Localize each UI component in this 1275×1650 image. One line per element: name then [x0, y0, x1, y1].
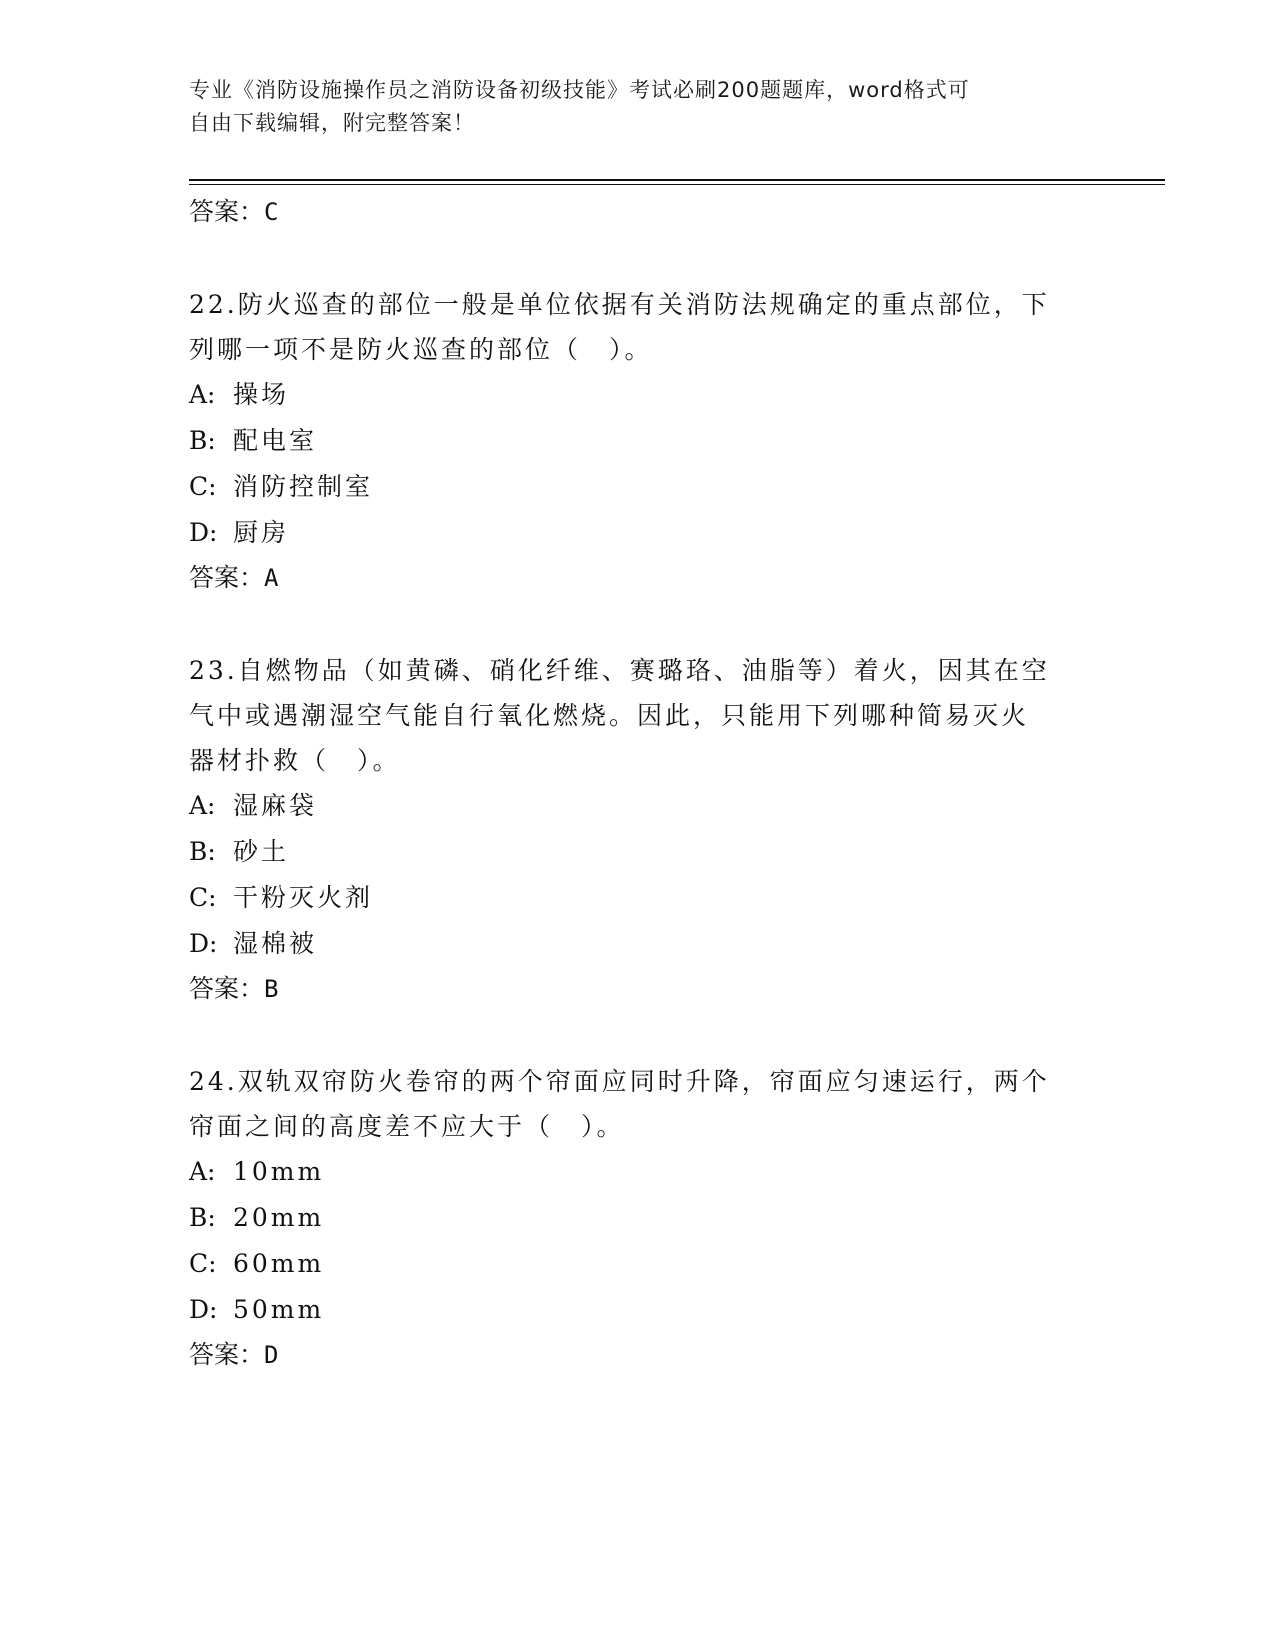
question-stem-line: 列哪一项不是防火巡查的部位（ ）。	[189, 335, 653, 364]
answer-line	[189, 190, 1089, 234]
question-stem	[189, 282, 1089, 372]
option-letter: A:	[189, 791, 216, 820]
question-stem	[189, 1059, 1089, 1149]
option-d	[189, 510, 1089, 556]
option-letter: A:	[189, 1157, 216, 1186]
answer-value: D	[264, 1341, 279, 1369]
option-letter: D:	[189, 518, 218, 547]
option-text: 20mm	[233, 1203, 325, 1232]
option-letter: D:	[189, 1295, 218, 1324]
answer-value: C	[264, 198, 279, 226]
question-item	[189, 648, 1089, 1011]
option-b	[189, 829, 1089, 875]
option-letter: D:	[189, 929, 218, 958]
answer-line	[189, 556, 1089, 600]
option-c	[189, 464, 1089, 510]
question-item	[189, 1059, 1089, 1377]
option-b	[189, 1195, 1089, 1241]
option-text: 干粉灭火剂	[233, 883, 374, 912]
option-text: 砂土	[233, 837, 290, 866]
option-text: 湿棉被	[233, 929, 318, 958]
option-text: 湿麻袋	[233, 791, 318, 820]
header-divider-thick	[189, 179, 1165, 181]
answer-label: 答案：	[189, 1340, 265, 1369]
answer-label: 答案：	[189, 563, 265, 592]
question-item	[189, 282, 1089, 600]
question-stem-line: 器材扑救（ ）。	[189, 746, 401, 775]
question-stem-line: 22.防火巡查的部位一般是单位依据有关消防法规确定的重点部位，下	[189, 290, 1050, 319]
option-text: 60mm	[233, 1249, 325, 1278]
option-b	[189, 418, 1089, 464]
option-text: 厨房	[233, 518, 290, 547]
option-letter: C:	[189, 883, 217, 912]
question-stem-line: 气中或遇潮湿空气能自行氧化燃烧。因此，只能用下列哪种简易灭火	[189, 701, 1030, 730]
option-a	[189, 372, 1089, 418]
question-stem	[189, 648, 1089, 783]
option-c	[189, 1241, 1089, 1287]
option-letter: B:	[189, 1203, 216, 1232]
question-list	[189, 190, 1089, 1377]
question-stem-line: 帘面之间的高度差不应大于（ ）。	[189, 1112, 625, 1141]
answer-label: 答案：	[189, 197, 265, 226]
answer-line	[189, 1333, 1089, 1377]
option-text: 操场	[233, 380, 290, 409]
option-letter: B:	[189, 837, 216, 866]
option-text: 消防控制室	[233, 472, 374, 501]
option-text: 10mm	[233, 1157, 325, 1186]
question-stem-line: 24.双轨双帘防火卷帘的两个帘面应同时升降，帘面应匀速运行，两个	[189, 1067, 1050, 1096]
option-a	[189, 783, 1089, 829]
option-letter: C:	[189, 1249, 217, 1278]
header-line-1: 专业《消防设施操作员之消防设备初级技能》考试必刷200题题库，word格式可	[189, 78, 970, 102]
option-c	[189, 875, 1089, 921]
page-header	[189, 74, 1089, 140]
header-line-2: 自由下载编辑，附完整答案！	[189, 111, 475, 135]
answer-value: A	[264, 564, 279, 592]
option-text: 50mm	[233, 1295, 325, 1324]
option-letter: A:	[189, 380, 216, 409]
option-letter: B:	[189, 426, 216, 455]
option-d	[189, 1287, 1089, 1333]
answer-value: B	[264, 975, 279, 1003]
answer-label: 答案：	[189, 974, 265, 1003]
question-stem-line: 23.自燃物品（如黄磷、硝化纤维、赛璐珞、油脂等）着火，因其在空	[189, 656, 1050, 685]
option-a	[189, 1149, 1089, 1195]
option-letter: C:	[189, 472, 217, 501]
option-text: 配电室	[233, 426, 318, 455]
header-divider-thin	[189, 184, 1165, 185]
answer-line	[189, 967, 1089, 1011]
option-d	[189, 921, 1089, 967]
